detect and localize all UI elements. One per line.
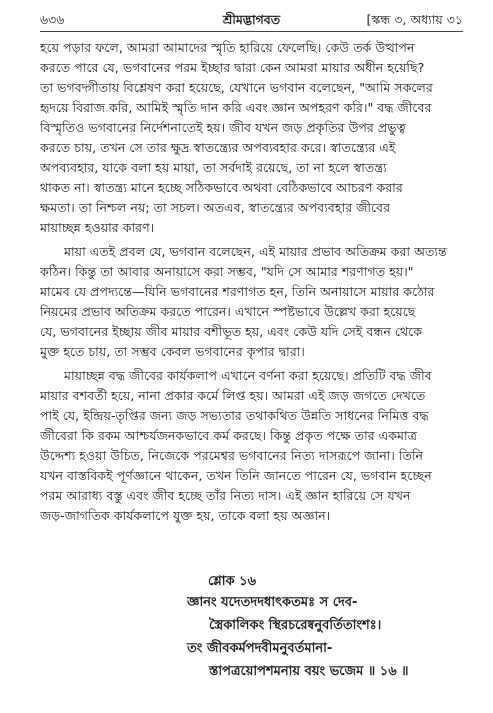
text-line: হয়ে পড়ার ফলে, আমরা আমাদের স্মৃতি হারিয়ে ফেলেছি। কেউ তর্ক উত্থাপন (40, 40, 415, 55)
text-line: উদ্দেশ্য হওয়া উচিত, নিজেকে পরমেশ্বর ভগবানের নিত্য দাসরূপে জানা। তিনি (40, 448, 424, 463)
book-title: শ্রীমদ্ভাগবত (222, 12, 281, 27)
sloka-line: স্ত্রৈকালিকং স্থিরচরেষ্বনুবর্তিতাংশঃ। (209, 618, 382, 633)
text-line: মুক্ত হতে চায়, তা সম্ভব কেবল ভগবানের কৃপার দ্বারা। (40, 344, 305, 359)
text-line: যে, ভগবানের ইচ্ছায় জীব মায়ার বশীভূত হয়, এবং কেউ যদি সেই বন্ধন থেকে (40, 324, 423, 339)
text-line: কঠিন। কিন্তু তা আবার অনায়াসে করা সম্ভব, "যদি সে আমার শরণাগত হয়।" (40, 264, 414, 279)
chapter-reference: [স্কন্ধ ৩, অধ্যায় ৩১ (366, 12, 463, 27)
text-line: করতে চায়, তখন সে তার ক্ষুদ্র স্বাতন্ত্র্যের অপব্যবহার করে। স্বাতন্ত্র্যের এই (40, 140, 396, 155)
sloka-line: জ্ঞানং যদেতদদধাৎকতমঃ স দেব- (187, 595, 358, 610)
page-number: ৬৩৬ (40, 12, 65, 27)
text-line: তা ভগবদ্গীতায় বিশ্লেষণ করা হয়েছে, যেখানে ভগবান বলেছেন, "আমি সকলের (40, 80, 433, 95)
text-line: মায়াচ্ছন্ন বদ্ধ জীবের কার্যকলাপ এখানে বর্ণনা করা হয়েছে। প্রতিটি বদ্ধ জীব (64, 368, 432, 383)
header-rule (40, 31, 463, 32)
text-line: পাই যে, ইন্দ্রিয়-তৃপ্তির জন্য জড় সভ্যতার তথাকথিত উন্নতি সাধনের নিমিত্ত বদ্ধ (40, 408, 429, 423)
text-line: মায়ার বশবর্তী হয়ে, নানা প্রকার কর্মে লিপ্ত হয়। আমরা এই জড় জগতে দেখতে (40, 388, 426, 403)
text-line: থাকত না। স্বাতন্ত্র্য মানে হচ্ছে সঠিকভাবে অথবা বেঠিকভাবে আচরণ করার (40, 180, 403, 195)
text-line: মায়াচ্ছন্ন হওয়ার কারণ। (40, 220, 155, 235)
text-line: হৃদয়ে বিরাজ করি, আমিই স্মৃতি দান করি এবং জ্ঞান অপহরণ করি।" বদ্ধ জীবের (40, 100, 432, 115)
sloka-line: তং জীবকর্মপদবীমনুবর্তমানা- (187, 641, 333, 656)
page-header (40, 10, 463, 32)
text-line: মায়া এতই প্রবল যে, ভগবান বলেছেন, এই মায়ার প্রভাব অতিক্রম করা অত্যন্ত (64, 244, 447, 259)
text-line: ক্ষমতা। তা নিশ্চল নয়; তা সচল। অতএব, স্বাতন্ত্র্যের অপব্যবহার জীবের (40, 200, 390, 215)
sloka-heading: শ্লোক ১৬ (208, 574, 257, 589)
text-line: করতে পারে যে, ভগবানের পরম ইচ্ছার দ্বারা কেন আমরা মায়ার অধীন হয়েছি? (40, 60, 425, 75)
text-line: অপব্যবহার, যাকে বলা হয় মায়া, তা সর্বদাই রয়েছে, তা না হলে স্বাতন্ত্র্য (40, 160, 387, 175)
text-line: যখন বাস্তবিকই পূর্ণজ্ঞানে থাকেন, তখন তিনি জানতে পারেন যে, ভগবান হচ্ছেন (40, 468, 432, 483)
text-line: নিয়মের প্রভাব অতিক্রম করতে পারেন। এখানে স্পষ্টভাবে উল্লেখ করা হয়েছে (40, 304, 416, 319)
text-line: জড়-জাগতিক কার্যকলাপে যুক্ত হয়, তাকে বলা হয় অজ্ঞান। (40, 508, 331, 523)
text-line: বিস্মৃতিও ভগবানের নির্দেশনাতেই হয়। জীব যখন জড় প্রকৃতির উপর প্রভুত্ব (40, 120, 406, 135)
sloka-line: স্তাপত্রয়োপশমনায় বয়ং ভজেম ॥ ১৬ ॥ (209, 664, 409, 679)
text-line: পরম আরাধ্য বস্তু এবং জীব হচ্ছে তাঁর নিত্য দাস। এই জ্ঞান হারিয়ে সে যখন (40, 488, 411, 503)
text-line: মামেব যে প্রপদ্যন্তে—যিনি ভগবানের শরণাগত হন, তিনি অনায়াসে মায়ার কঠোর (40, 284, 435, 299)
text-line: জীবেরা কি রকম আশ্চর্যজনকভাবে কর্ম করছে। কিন্তু প্রকৃত পক্ষে তার একমাত্র (40, 428, 417, 443)
